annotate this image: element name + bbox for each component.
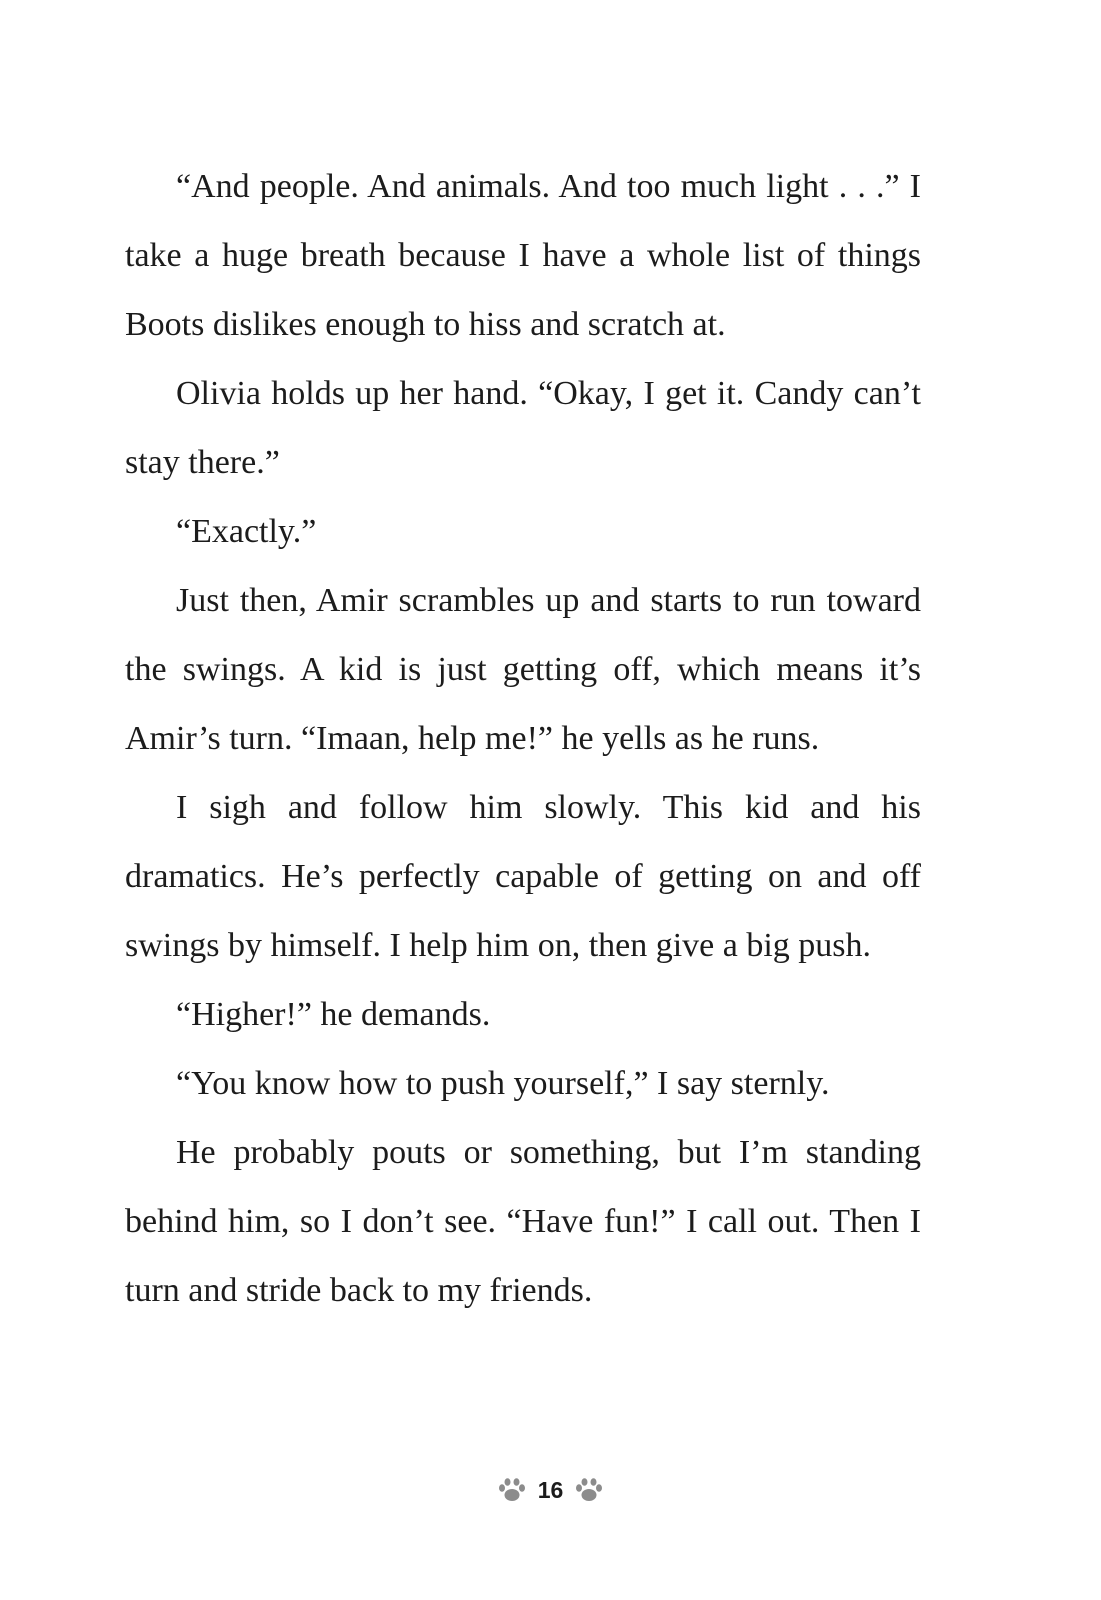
- paragraph: “Higher!” he demands.: [176, 996, 491, 1033]
- paragraph: “Exactly.”: [176, 513, 317, 550]
- paw-print-icon: [498, 1477, 526, 1503]
- body-text: [125, 152, 921, 1325]
- paragraph: Just then, Amir scrambles up and starts to run toward the swings. A kid is just getting off, which means it’s Amir’s turn. “Imaan, help me!” he yells as he runs.: [125, 582, 921, 757]
- paw-print-icon: [575, 1477, 603, 1503]
- paragraph: He probably pouts or something, but I’m standing behind him, so I don’t see. “Have fun!” I call out. Then I turn and stride back to my friends.: [125, 1134, 921, 1309]
- paragraph: I sigh and follow him slowly. This kid and his dramatics. He’s perfectly capable of getting on and off swings by himself. I help him on, then give a big push.: [125, 789, 921, 964]
- paragraph: “You know how to push yourself,” I say sternly.: [176, 1065, 830, 1102]
- page-number: 16: [537, 1476, 564, 1503]
- paragraph: Olivia holds up her hand. “Okay, I get it. Candy can’t stay there.”: [125, 375, 921, 481]
- page-footer: [0, 1470, 1101, 1510]
- paragraph: “And people. And animals. And too much light . . .” I take a huge breath because I have a whole list of things Boots dislikes enough to hiss and scratch at.: [125, 168, 921, 343]
